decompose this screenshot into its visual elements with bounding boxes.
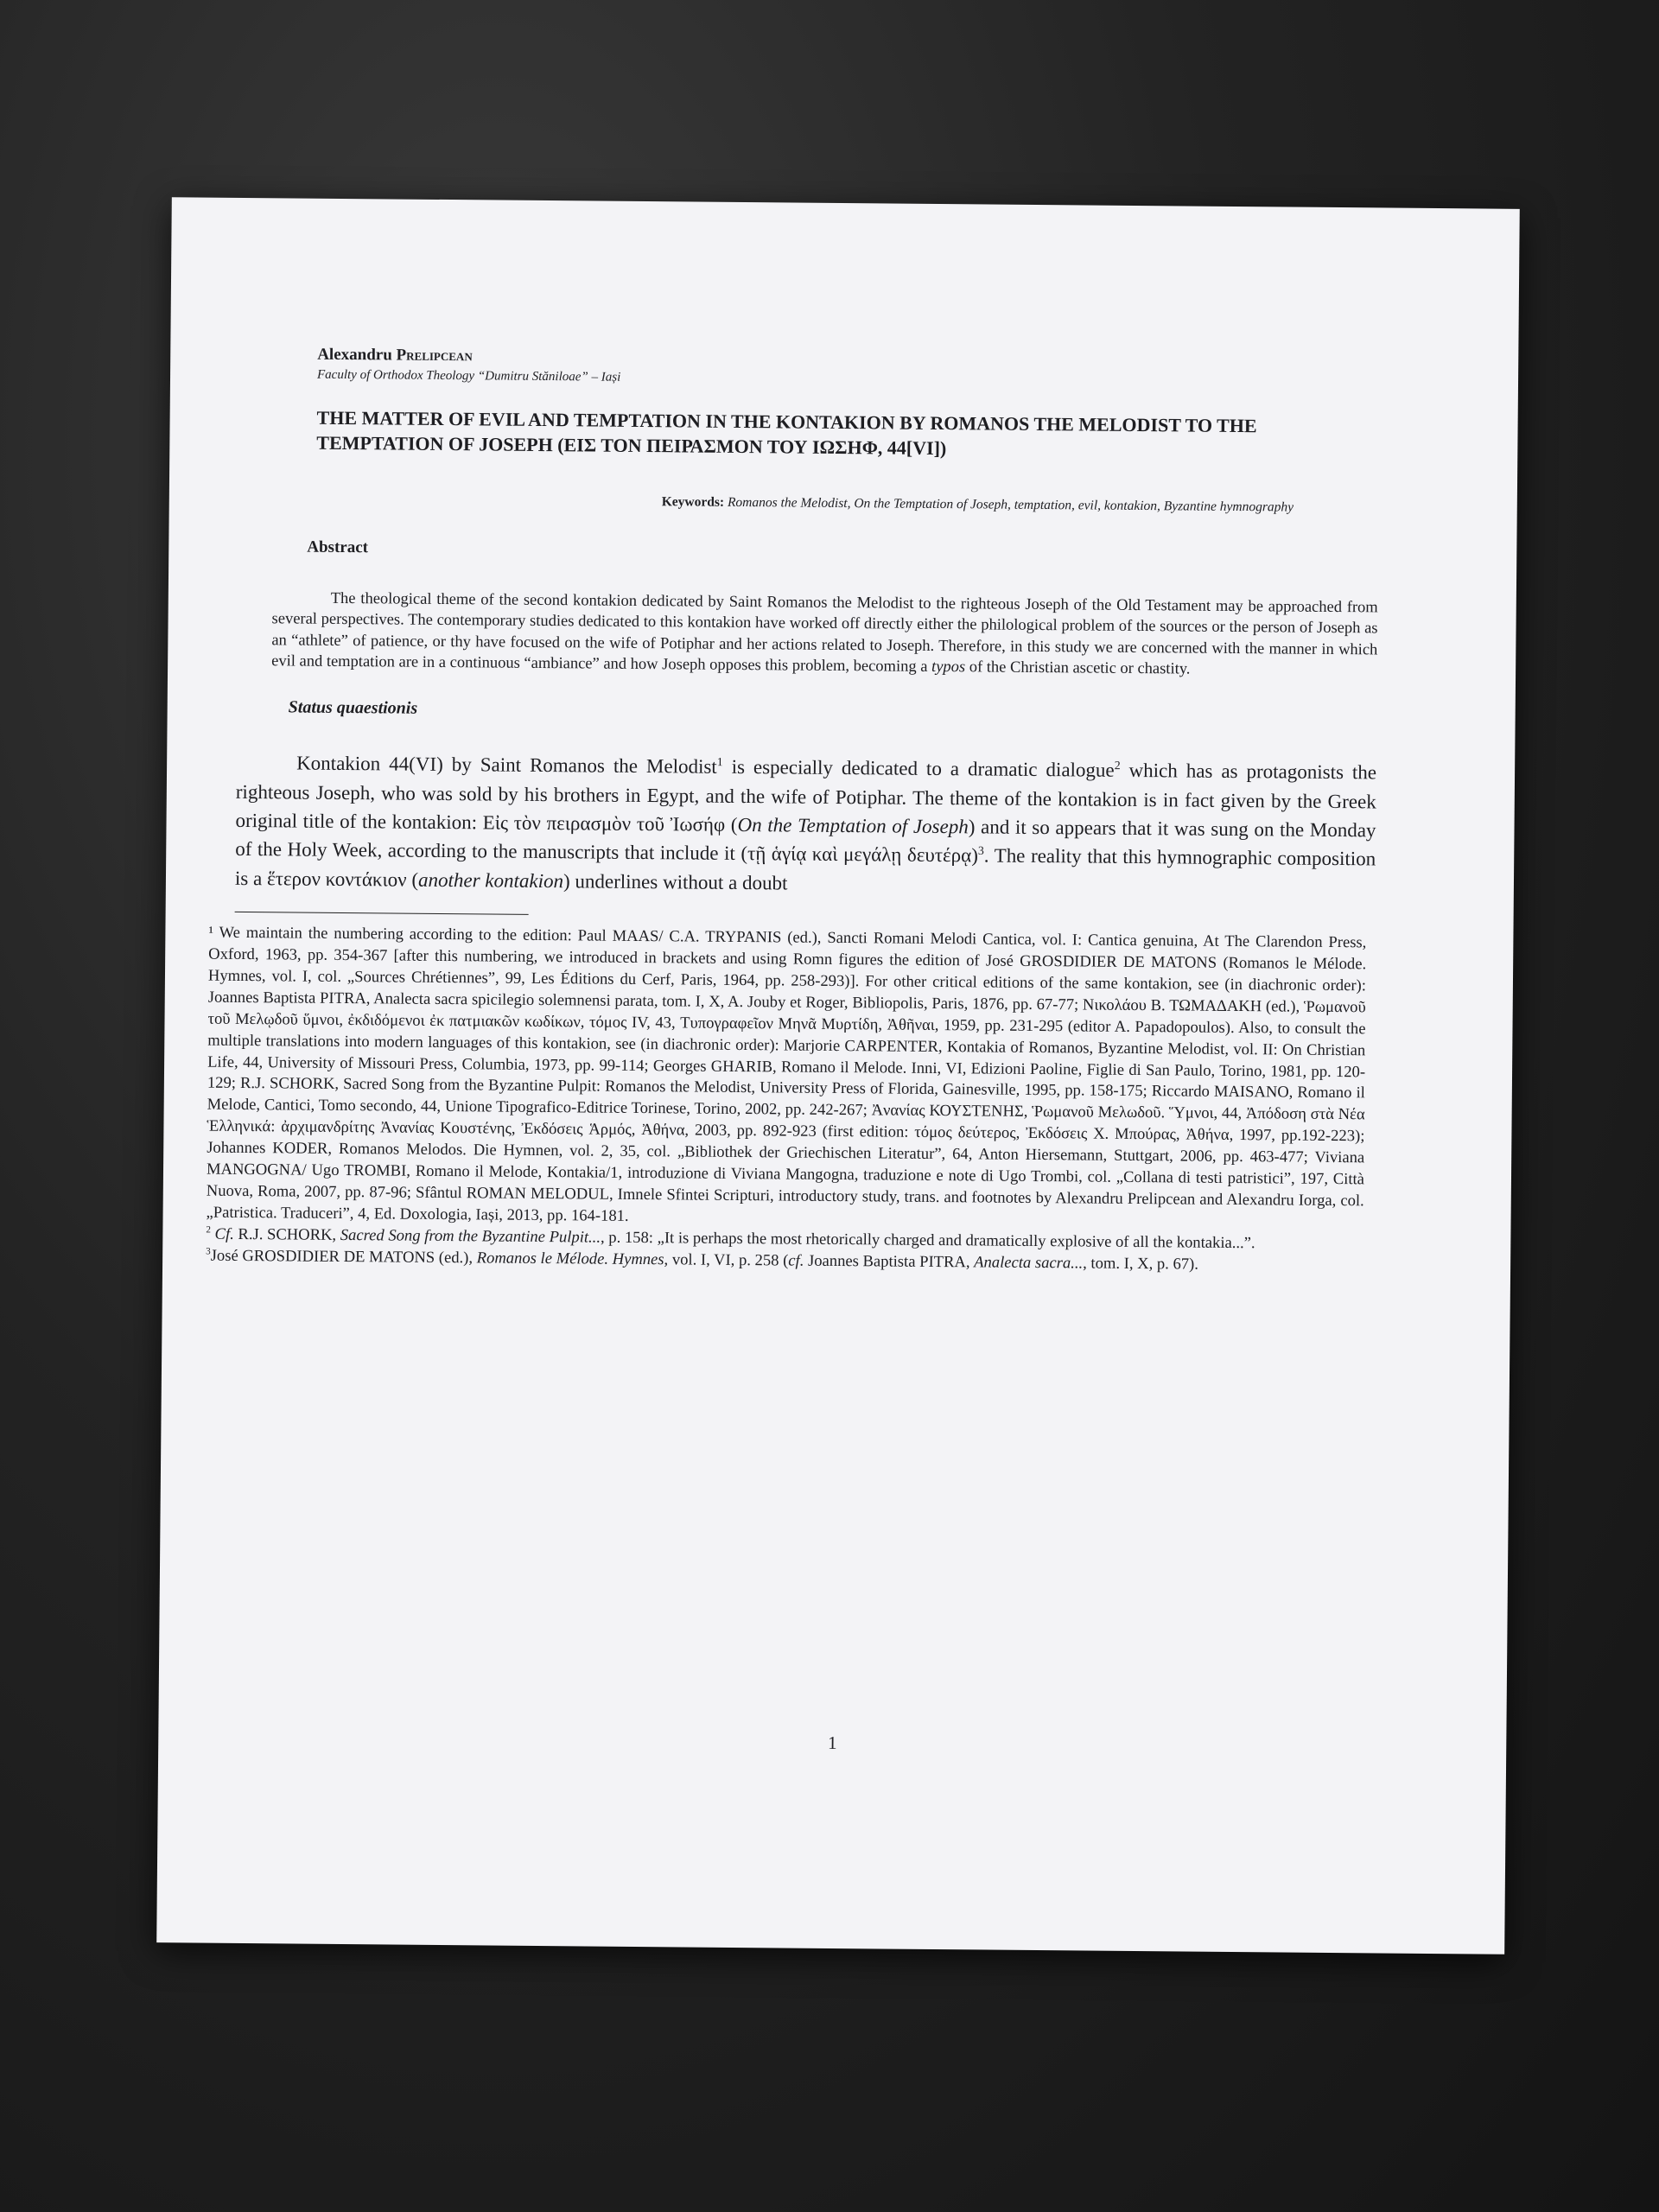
footnote-2-mark: 2 xyxy=(206,1224,212,1236)
body-text-c: which has as protagonists the righteous Joseph, who was sold by his brothers in Egypt, and the wife of Potiphar. The theme of the kontakion is in fact given by the Greek original title of the kontakion: Εἰς τὸν πειρασμὸν τοῦ Ἰωσήφ ( xyxy=(235,760,1377,836)
footnote-3-work: Romanos le Mélode. Hymnes xyxy=(476,1249,664,1268)
abstract-text-a: The theological theme of the second kontakion dedicated by Saint Romanos the Melodist to the righteous Joseph of the Old Testament may be approached from several perspectives. The contemporary studies dedicated to this kontakion have worked off directly either the philological problem of the sources or the person of Joseph as an “athlete” of patience, or thy have focused on the wife of Potiphar and her actions related to Joseph. Therefore, in this study we are concerned with the manner in which evil and temptation are in a continuous “ambiance” and how Joseph opposes this problem, becoming a xyxy=(271,589,1378,676)
body-text-d: ) and it so appears that it was sung on the Monday of the Holy Week, according to the manuscripts that include it (τῇ ἁγίᾳ καὶ μεγάλῃ δευτέρᾳ) xyxy=(235,816,1376,867)
footnotes xyxy=(206,923,1366,1277)
keywords-label: Keywords: xyxy=(661,494,725,510)
footnote-3-mid: , vol. I, VI, p. 258 ( xyxy=(664,1249,789,1270)
body-italic-2: another kontakion xyxy=(417,868,564,892)
footnote-2-author: R.J. SCHORK, xyxy=(233,1224,340,1244)
author-last-name: Prelipcean xyxy=(396,346,473,365)
footnote-ref-3: 3 xyxy=(977,844,984,858)
body-text-f: ) underlines without a doubt xyxy=(563,869,788,894)
author-first-name: Alexandru xyxy=(317,345,392,365)
paper-title: THE MATTER OF EVIL AND TEMPTATION IN THE KONTAKION BY ROMANOS THE MELODIST TO THE TEMPTATION OF JOSEPH (ΕΙΣ ΤΟΝ ΠΕΙΡΑΣΜΟΝ ΤΟΥ ΙΩΣΗΦ, 44[VI]) xyxy=(316,406,1257,460)
footnote-2-cf: Cf. xyxy=(214,1224,234,1243)
footnote-3-mark: 3 xyxy=(206,1246,211,1257)
keywords-text: Romanos the Melodist, On the Temptation of Joseph, temptation, evil, kontakion, Byzantine hymnography xyxy=(727,494,1294,515)
footnote-ref-1: 1 xyxy=(716,755,723,769)
keywords xyxy=(662,493,1379,518)
footnote-3-cf: cf. xyxy=(788,1251,804,1270)
body-text-e: . The reality that this hymnographic composition is a ἕτερον κοντάκιον ( xyxy=(234,844,1376,891)
abstract-text xyxy=(271,588,1378,682)
footnote-separator xyxy=(235,912,529,915)
footnote-3-author2: Joannes Baptista PITRA, xyxy=(804,1251,975,1272)
abstract-italic: typos xyxy=(931,658,966,677)
footnote-1: ¹ We maintain the numbering according to the edition: Paul MAAS/ C.A. TRYPANIS (ed.), Sancti Romani Melodi Cantica, vol. I: Cantica genuina, At The Clarendon Press, Oxford, 1963, pp. 354-367 [after this numbering, we introduced in brackets and using Romn figures the edition of José GROSDIDIER DE MATONS (Romanos le Mélode. Hymnes, vol. I, col. „Sources Chrétiennes”, 99, Les Éditions du Cerf, Paris, 1964, pp. 258-293)]. For other critical editions of the same kontakion, see (in diachronic order): Joannes Baptista PITRA, Analecta sacra spicilegio solemnensi parata, tom. I, X, A. Jouby et Roger, Bibliopolis, Paris, 1876, pp. 67-77; Νικολάου Β. ΤΩΜΑΔΑΚΗ (ed.), Ῥωμανοῦ τοῦ Μελῳδοῦ ὕμνοι, ἐκδιδόμενοι ἐκ πατμιακῶν κωδίκων, τόμος IV, 43, Τυπογραφεῖον Μηνᾶ Μυρτίδη, Ἀθῆναι, 1959, pp. 231-295 (editor A. Papadopoulos). Also, to consult the multiple translations into modern languages of this kontakion, see (in diachronic order): Marjorie CARPENTER, Kontakia of Romanos, Byzantine Melodist, vol. II: On Christian Life, 44, University of Missouri Press, Columbia, 1973, pp. 99-114; Georges GHARIB, Romano il Melode. Inni, VI, Edizioni Paoline, Figlie di San Paulo, Torino, 1981, pp. 120-129; R.J. SCHORK, Sacred Song from the Byzantine Pulpit: Romanos the Melodist, University Press of Florida, Gainesville, 1995, pp. 158-175; Riccardo MAISANO, Romano il Melode, Cantici, Tomo secondo, 44, Unione Tipografico-Editrice Torinese, Torino, 2002, pp. 242-267; Ἀνανίας ΚΟΥΣΤΕΝΗΣ, Ῥωμανοῦ Μελωδοῦ. Ὕμνοι, 44, Ἀπόδοση στὰ Νέα Ἑλληνικά: ἀρχιμανδρίτης Ἀνανίας Κουστένης, Ἐκδόσεις Ἁρμός, Ἀθήνα, 2003, pp. 892-923 (first edition: τόμος δεύτερος, Ἐκδόσεις Χ. Μπούρας, Ἀθήνα, 1997, pp.192-223); Johannes KODER, Romanos Melodos. Die Hymnen, vol. 2, 35, col. „Bibliothek der Griechischen Literatur”, 64, Anton Hiersemann, Stuttgart, 2006, pp. 463-477; Viviana MANGOGNA/ Ugo TROMBI, Romano il Melode, Kontakia/1, introduzione di Viviana Mangogna, traduzione e note di Ugo Trombi, col. „Collana di testi patristici”, 197, Città Nuova, Roma, 2007, pp. 87-96; Sfântul ROMAN MELODUL, Imnele Sfintei Scripturi, introductory study, trans. and footnotes by Alexandru Prelipcean and Alexandru Iorga, col. „Patristica. Traduceri”, 4, Ed. Doxologia, Iași, 2013, pp. 164-181. xyxy=(206,923,1367,1225)
footnote-ref-2: 2 xyxy=(1114,759,1121,772)
paper-page xyxy=(156,197,1520,1955)
abstract-text-b: of the Christian ascetic or chastity. xyxy=(965,658,1191,678)
author-affiliation: Faculty of Orthodox Theology “Dumitru Stăniloae” – Iași xyxy=(316,367,621,385)
body-text-a: Kontakion 44(VI) by Saint Romanos the Melodist xyxy=(296,752,717,779)
abstract-heading: Abstract xyxy=(307,537,369,556)
footnote-3-work2: Analecta sacra... xyxy=(974,1253,1084,1273)
section-heading: Status quaestionis xyxy=(288,697,418,719)
body-text-b: is especially dedicated to a dramatic dialogue xyxy=(722,756,1115,782)
body-italic-1: On the Temptation of Joseph xyxy=(737,814,969,838)
page-content xyxy=(206,345,1380,1277)
page-number: 1 xyxy=(827,1732,837,1754)
footnote-3-end: , tom. I, X, p. 67). xyxy=(1083,1254,1199,1274)
footnote-2-rest: , p. 158: „It is perhaps the most rhetorically charged and dramatically explosive of all the kontakia...”. xyxy=(600,1228,1255,1252)
body-paragraph xyxy=(235,748,1376,902)
footnote-3-author: José GROSDIDIER DE MATONS (ed.), xyxy=(210,1246,477,1268)
footnote-2-work: Sacred Song from the Byzantine Pulpit... xyxy=(340,1225,601,1247)
